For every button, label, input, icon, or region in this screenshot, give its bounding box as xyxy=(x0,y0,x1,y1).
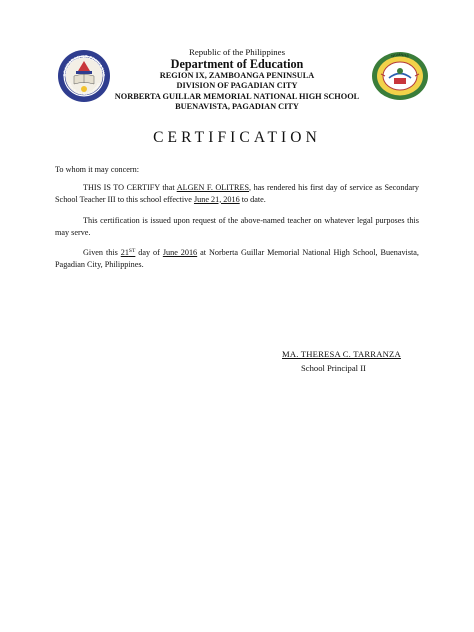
purpose-paragraph: This certification is issued upon request of the above-named teacher on whatever legal purposes this may serve. xyxy=(55,216,419,237)
certification-paragraph xyxy=(55,182,419,205)
teacher-name: ALGEN F. OLITRES xyxy=(176,183,250,192)
given-month-year: June 2016 xyxy=(162,248,198,257)
school-line: NORBERTA GUILLAR MEMORIAL NATIONAL HIGH SCHOOL xyxy=(114,91,360,101)
page-title: CERTIFICATION xyxy=(153,129,321,146)
effective-date: June 21, 2016 xyxy=(193,194,240,204)
letterhead xyxy=(0,47,474,113)
address-line: BUENAVISTA, PAGADIAN CITY xyxy=(175,102,299,111)
p1-mid: , has rendered his first day of service as Secondary School Teacher III to this school effective xyxy=(55,183,419,204)
given-paragraph xyxy=(55,247,419,270)
p3-mid: day of xyxy=(135,248,163,257)
day-number: 21 xyxy=(120,248,129,257)
svg-text:NGMNHS: NGMNHS xyxy=(390,52,410,59)
svg-text:KAGAWARAN NG EDUKASYON: AGAWARAN NG EDUKASYO xyxy=(61,53,107,77)
department-line: Department of Education xyxy=(170,56,304,71)
p3-lead: Given this xyxy=(83,248,121,257)
day-suffix: ST xyxy=(128,248,136,254)
p1-end: to date. xyxy=(239,194,266,204)
given-day xyxy=(121,248,136,257)
signatory-name: MA. THERESA C. TARRANZA xyxy=(282,349,401,359)
p1-lead: THIS IS TO CERTIFY that xyxy=(83,183,177,192)
division-line: DIVISION OF PAGADIAN CITY xyxy=(176,81,298,90)
svg-text:REPUBLIKA NG PILIPINAS: REPUBLIKA NG PILIPINAS xyxy=(66,82,102,97)
republic-line: Republic of the Philippines xyxy=(188,47,286,57)
signatory-title: School Principal II xyxy=(301,363,366,373)
p3-end: at Norberta Guillar Memorial National High School, Buenavista, Pagadian City, Philippines. xyxy=(55,248,419,269)
salutation: To whom it may concern: xyxy=(55,165,140,174)
region-line: REGION IX, ZAMBOANGA PENINSULA xyxy=(159,70,315,80)
